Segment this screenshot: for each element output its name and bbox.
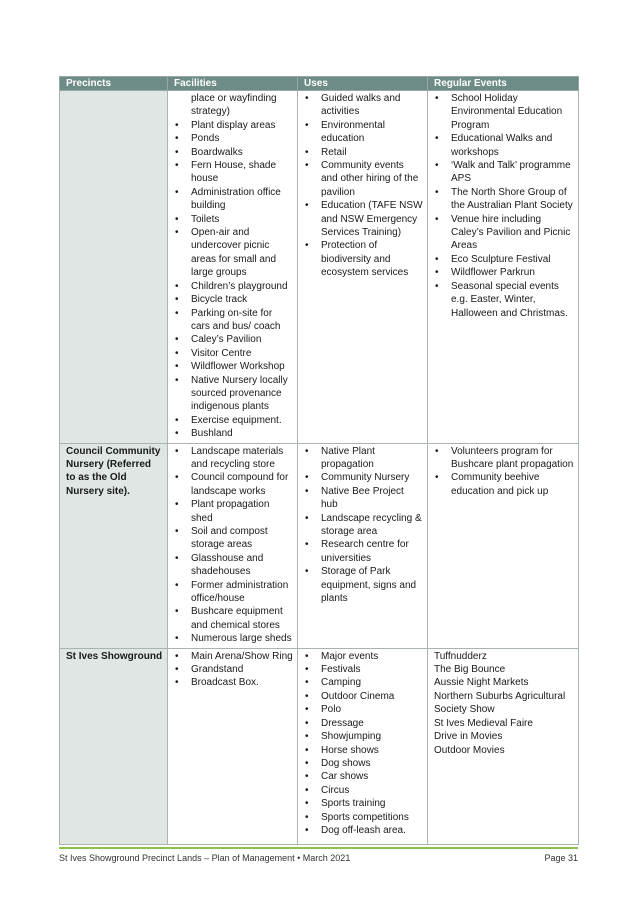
facility-item: • Plant propagation shed (174, 498, 293, 525)
event-item: • Community beehive education and pick up (434, 471, 574, 498)
header-regular-events: Regular Events (428, 77, 579, 91)
use-item: • Community Nursery (304, 471, 423, 484)
facilities-cell (168, 648, 298, 844)
uses-list (304, 92, 423, 280)
facility-item: • Bicycle track (174, 293, 293, 306)
facility-item: • Numerous large sheds (174, 632, 293, 645)
use-item: • Education (TAFE NSW and NSW Emergency Services Training) (304, 199, 423, 239)
facility-item: • Council compound for landscape works (174, 471, 293, 498)
use-item: • Guided walks and activities (304, 92, 423, 119)
facility-item: • Glasshouse and shadehouses (174, 552, 293, 579)
event-item: • Seasonal special events e.g. Easter, Winter, Halloween and Christmas. (434, 280, 574, 320)
facility-item: • Ponds (174, 132, 293, 145)
facility-item: • Caley’s Pavilion (174, 333, 293, 346)
facility-item: • Open-air and undercover picnic areas for small and large groups (174, 226, 293, 280)
header-uses: Uses (298, 77, 428, 91)
facilities-list (174, 650, 293, 690)
use-item: • Festivals (304, 663, 423, 676)
use-item: • Protection of biodiversity and ecosystem services (304, 239, 423, 279)
facilities-cell (168, 91, 298, 444)
event-item: • The North Shore Group of the Australian Plant Society (434, 186, 574, 213)
use-item: • Horse shows (304, 744, 423, 757)
event-item: Drive in Movies (434, 731, 503, 743)
events-cell (428, 443, 579, 648)
use-item: • Landscape recycling & storage area (304, 512, 423, 539)
facility-item: • Grandstand (174, 663, 293, 676)
precinct-cell (60, 91, 168, 444)
use-item: • Environmental education (304, 119, 423, 146)
event-item: • Volunteers program for Bushcare plant propagation (434, 445, 574, 472)
facility-item: • Toilets (174, 213, 293, 226)
use-item: • Sports competitions (304, 811, 423, 824)
use-item: • Native Bee Project hub (304, 485, 423, 512)
header-facilities: Facilities (168, 77, 298, 91)
footer-document-title: St Ives Showground Precinct Lands – Plan of Management • March 2021 (59, 853, 351, 863)
use-item: • Research centre for universities (304, 538, 423, 565)
event-item: • ‘Walk and Talk’ programme APS (434, 159, 574, 186)
facility-item: • Native Nursery locally sourced provenance indigenous plants (174, 374, 293, 414)
use-item: • Major events (304, 650, 423, 663)
facilities-list (174, 92, 293, 441)
use-item: • Camping (304, 676, 423, 689)
use-item: • Car shows (304, 770, 423, 783)
uses-cell (298, 443, 428, 648)
facility-item: • Visitor Centre (174, 347, 293, 360)
use-item: • Outdoor Cinema (304, 690, 423, 703)
use-item: • Dressage (304, 717, 423, 730)
use-item: • Native Plant propagation (304, 445, 423, 472)
facility-item: • Administration office building (174, 186, 293, 213)
event-item: The Big Bounce (434, 664, 506, 676)
events-list (434, 650, 574, 757)
facility-item: place or wayfinding strategy) (191, 93, 277, 118)
event-item: St Ives Medieval Faire (434, 717, 533, 729)
use-item: • Dog off-leash area. (304, 824, 423, 837)
facility-item: • Children’s playground (174, 280, 293, 293)
facilities-list (174, 445, 293, 646)
footer-page-number: Page 31 (544, 853, 578, 863)
event-item: Outdoor Movies (434, 744, 505, 756)
event-item: • Eco Sculpture Festival (434, 253, 574, 266)
use-item: • Circus (304, 784, 423, 797)
uses-cell (298, 648, 428, 844)
uses-list (304, 445, 423, 606)
facility-item: • Boardwalks (174, 146, 293, 159)
use-item: • Storage of Park equipment, signs and plants (304, 565, 423, 605)
facility-item: • Parking on-site for cars and bus/ coach (174, 307, 293, 334)
event-item: • School Holiday Environmental Education Program (434, 92, 574, 132)
event-item: • Venue hire including Caley’s Pavilion and Picnic Areas (434, 213, 574, 253)
table-row (60, 443, 579, 648)
facility-item: • Exercise equipment. (174, 414, 293, 427)
table-row (60, 648, 579, 844)
use-item: • Retail (304, 146, 423, 159)
use-item: • Showjumping (304, 730, 423, 743)
facility-item: • Broadcast Box. (174, 676, 293, 689)
use-item: • Sports training (304, 797, 423, 810)
use-item: • Dog shows (304, 757, 423, 770)
events-list (434, 92, 574, 320)
precinct-cell: St Ives Showground (60, 648, 168, 844)
use-item: • Polo (304, 703, 423, 716)
table-body (60, 91, 579, 845)
use-item: • Community events and other hiring of the pavilion (304, 159, 423, 199)
event-item: • Wildflower Parkrun (434, 266, 574, 279)
uses-list (304, 650, 423, 838)
precincts-table (59, 76, 579, 845)
precinct-cell: Council Community Nursery (Referred to as the Old Nursery site). (60, 443, 168, 648)
facilities-cell (168, 443, 298, 648)
footer-rule (59, 847, 578, 849)
table-header-row (60, 77, 579, 91)
uses-cell (298, 91, 428, 444)
facility-item: • Former administration office/house (174, 579, 293, 606)
event-item: Tuffnudderz (434, 650, 487, 662)
facility-item: • Soil and compost storage areas (174, 525, 293, 552)
facility-item: • Bushland (174, 427, 293, 440)
event-item: Northern Suburbs Agricultural Society Show (434, 690, 566, 716)
table-row (60, 91, 579, 444)
event-item: Aussie Night Markets (434, 677, 529, 689)
facility-item: • Fern House, shade house (174, 159, 293, 186)
facility-item: • Landscape materials and recycling store (174, 445, 293, 472)
facility-item: • Plant display areas (174, 119, 293, 132)
event-item: • Educational Walks and workshops (434, 132, 574, 159)
events-cell (428, 91, 579, 444)
facility-item: • Bushcare equipment and chemical stores (174, 605, 293, 632)
header-precincts: Precincts (60, 77, 168, 91)
facility-item: • Main Arena/Show Ring (174, 650, 293, 663)
events-list (434, 445, 574, 499)
events-cell (428, 648, 579, 844)
facility-item: • Wildflower Workshop (174, 360, 293, 373)
